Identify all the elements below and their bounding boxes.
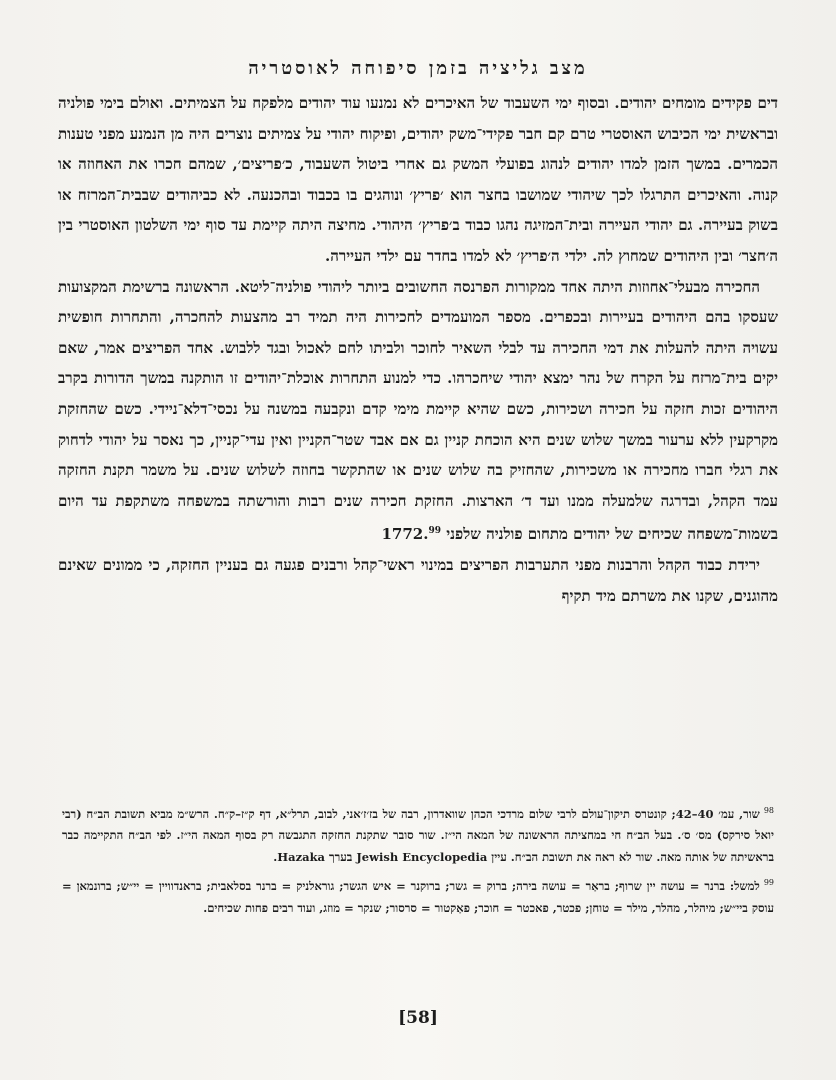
paragraph-text: החכירה מבעלי־אחוזות היתה אחד ממקורות הפרנסה החשובים ביותר ליהודי פולניה־ליטא. הראשונה ברשימת המקצועות שעסקו בהם היהודים בעיירות ובכפרים. מספר המועמדים לחכירות היה תמיד רב מהצעות להחכרה, והתחרות חופשית עשויה היתה להעלות את דמי החכירה עד לבלי השאיר לחוכר ולביתו לחם לאכול ובגד ללבוש. אחד הפריצים אמר, שאם יקים בית־מרזח על הקרח של נהר ימצא יהודי שיחכרהו. כדי למנוע התחרות אוכלת־יהודים זו הותקנה במשך הדורות בקרב היהודים זכות חזקה על חכירה ושכירות, כשם שהיא קיימת מימי קדם ונקבעה במשנה על נכסי־דלא־ניידי. כשם שהחזקת מקרקעין ללא ערעור במשך שלוש שנים היא הוכחת קניין גם אם אבד שטר־הקניין ואין עדי־קניין, כך נאסר על יהודי לדחוק את רגלי חברו מחכירה או משכירות, שהחזיק בה שלוש שנים או שהתקשר בחוזה לשלוש שנים. על משמר תקנת החזקה עמד הקהל, ובדרגה שלמעלה ממנו ועד ד׳ הארצות. החזקת חכירה שנים רבות והורשתה במשפחה משתקפת עד היום בשמות־משפחה שכיחים של יהודים מתחום פולניה שלפני 1772. — [58, 277, 778, 544]
footnote-number: 98 — [763, 806, 774, 815]
paragraph — [58, 272, 778, 550]
main-text — [58, 88, 778, 611]
page-number: [58] — [398, 1008, 438, 1028]
footnote-text: למשל: ברנר = עושה יין שרוף; בראַר = עושה בירה; ברוק = גשר; ברוקנר = איש הגשר; גוראלניק = ברנר בסלאבית; בראנדוויין = יי״ש; ברונמאן = עוסק ביי״ש; מיהלר, מהלר, מילר = טוחן; פכטר, פאכטר = חוכר; פאַקטור = סרסור; שנקר = מוזג, ועוד רבים פחות שכיחים. — [62, 879, 774, 915]
footnotes — [62, 800, 774, 923]
paragraph-text: ירידת כבוד הקהל והרבנות מפני התערבות הפריצים במינוי ראשי־קהל ורבנים פגעה גם בעניין החזקה, כי ממונים שאינם מהוגנים, שקנו את משרתם מיד תקיף — [58, 555, 778, 605]
paragraph — [58, 88, 778, 272]
paragraph-text: דים פקידים מומחים יהודים. ובסוף ימי השעבוד של האיכרים לא נמנעו עוד יהודים מלפקח על הצמיתים. ואולם בימי פולניה ובראשית ימי הכיבוש האוסטרי טרם קם חבר פקידי־משק יהודים, ופיקוח יהודי על צמיתים נוצרים היה מן הנמנע מפני טענות הכמרים. במשך הזמן למדו יהודים לנהוג בפועלי המשק גם אחרי ביטול השעבוד, כ׳פריצים׳, שמהם חכרו את האחוזה או קנוה. והאיכרים התרגלו לכך שיהודי שמושבו בחצר הוא ׳פריץ׳ ונוהגים בו בכבוד ובהכנעה. לא כביהודים שבבית־המרזח או בשוק בעיירה. גם יהודי העיירה ובית־המזיגה נהגו כבוד ב׳פריץ׳ היהודי. מחיצה היתה קיימת עד סוף ימי השלטון האוסטרי בין ה׳חצר׳ ובין היהודים שמחוץ לה. ילדי ה׳פריץ׳ לא למדו בחדר עם ילדי העיירה. — [58, 94, 778, 265]
footnote-number: 99 — [763, 878, 774, 888]
paragraph — [58, 550, 778, 611]
footnote — [62, 800, 774, 868]
footnote-ref[interactable]: 99 — [428, 526, 442, 537]
running-header: מצב גליציה בזמן סיפוחה לאוסטריה — [248, 58, 588, 79]
footnote — [62, 872, 774, 919]
footnote-text: שור, עמ׳ 40–42; קונטרס תיקון־עולם לרבי שלום מרדכי הכהן שוואדרון, רבה של בז׳ז׳אני, לבוב, תרל״א, דף ק״ז–ק״ח. הרש״מ מביא תשובת הב״ח (רבי יואל סירקס) מס׳ ס׳. בעל הב״ח חי במחציתה הראשונה של המאה הי״ז. שור סובר שתקנת החזקה התגבשה רק בסוף המאה הי״ז. לפי הב״ח התקיימה כבר בראשיתה של אותה מאה. שור לא ראה את תשובת הב״ח. עיין Jewish Encyclopedia בערך Hazaka. — [62, 806, 774, 864]
